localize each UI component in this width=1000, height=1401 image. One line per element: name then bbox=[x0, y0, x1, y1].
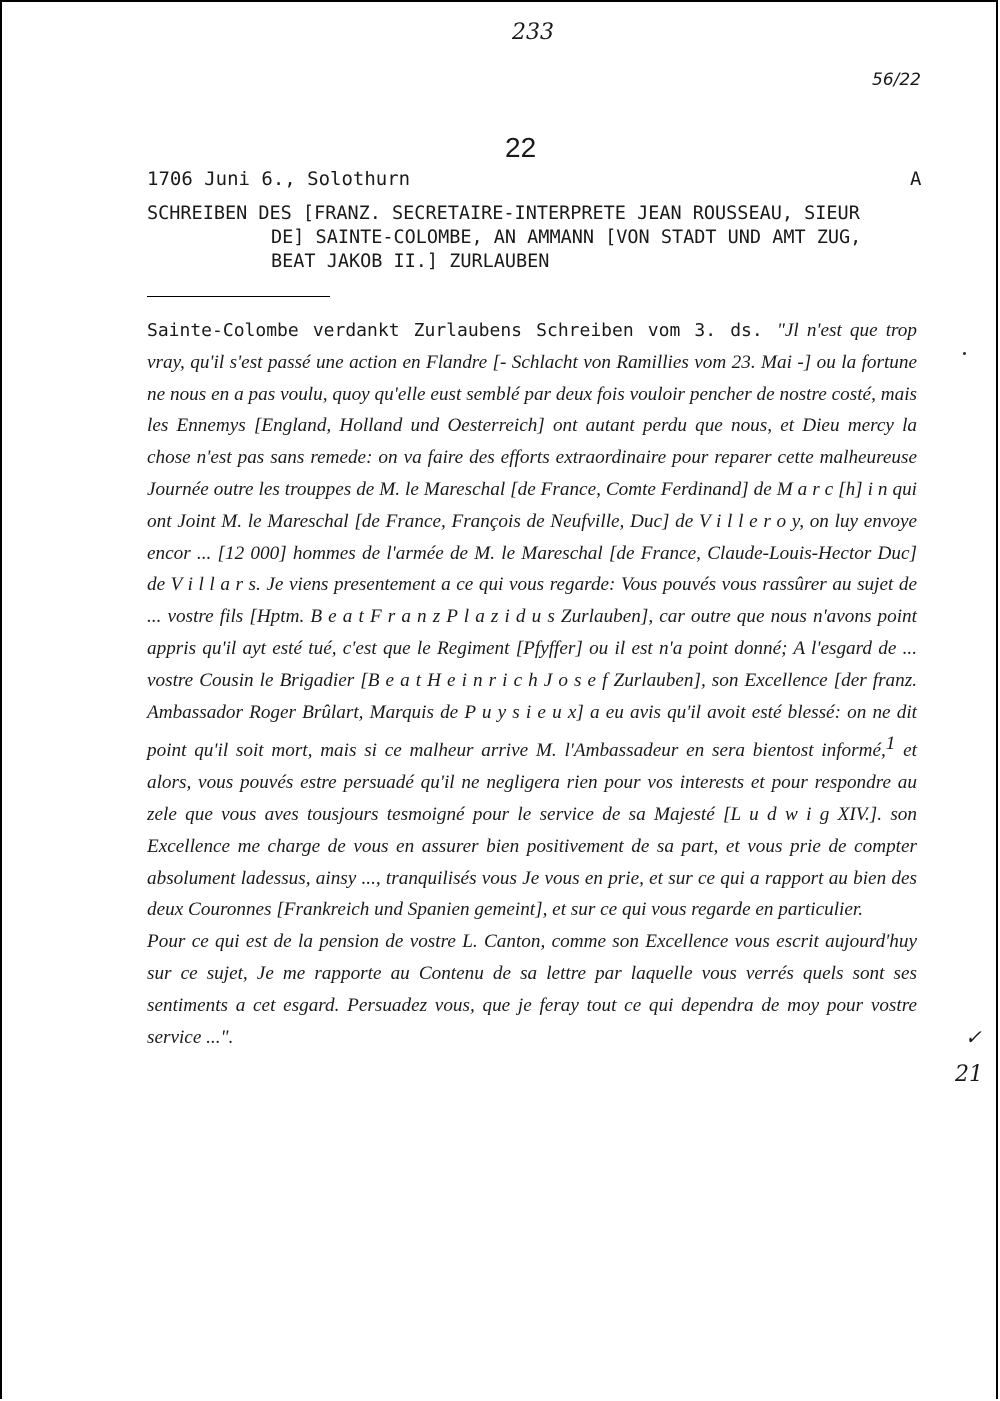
handwritten-page-number: 233 bbox=[512, 20, 554, 45]
check-mark-icon: ✓ bbox=[965, 1025, 982, 1049]
separator-rule bbox=[147, 296, 330, 297]
document-number: 22 bbox=[505, 132, 537, 163]
margin-dot bbox=[963, 352, 966, 355]
footnote-marker: 1 bbox=[885, 733, 896, 755]
document-title bbox=[147, 202, 929, 274]
handwritten-folio-number: 21 bbox=[955, 1062, 983, 1087]
paragraph-2: Pour ce qui est de la pension de vostre L. Canton, comme son Excellence vous escrit aujourd'huy sur ce sujet, Je me rapporte au Contenu de sa lettre par laquelle vous verrés quels sont ses sentiments a cet esgard. Persuadez vous, que je feray tout ce qui dependra de moy pour vostre service ...". bbox=[147, 931, 917, 1048]
title-line-3: BEAT JAKOB II.] ZURLAUBEN bbox=[271, 251, 550, 272]
archive-reference: 56/22 bbox=[872, 70, 921, 90]
dateline: 1706 Juni 6., Solothurn bbox=[147, 168, 411, 190]
summary-text: Sainte-Colombe verdankt Zurlaubens Schreiben vom 3. ds. bbox=[147, 320, 777, 341]
document-letter: A bbox=[910, 168, 922, 190]
paragraph-1 bbox=[147, 315, 917, 926]
title-line-1: SCHREIBEN DES [FRANZ. SECRETAIRE-INTERPRETE JEAN ROUSSEAU, SIEUR bbox=[147, 203, 860, 224]
quote-text-cont: et alors, vous pouvés estre persuadé qu'il ne negligera rien pour vos interests et pour respondre au zele que vous aves tousjours tesmoigné pour le service de sa Majesté [L u d w i g XIV.]. son Excellence me charge de vous en assurer bien positivement de sa part, et vous prie de compter absolument ladessus, ainsy ..., tranquilisés vous Je vous en prie, et sur ce qui a rapport au bien des deux Couronnes [Frankreich und Spanien gemeint], et sur ce qui vous regarde en particulier. bbox=[147, 740, 917, 921]
title-line-2: DE] SAINTE-COLOMBE, AN AMMANN [VON STADT UND AMT ZUG, bbox=[271, 227, 862, 248]
quote-text: "Jl n'est que trop vray, qu'il s'est passé une action en Flandre [- Schlacht von Ramillies vom 23. Mai -] ou la fortune ne nous en a pas voulu, quoy qu'elle eust semblé par deux fois vouloir pencher de nostre costé, mais les Ennemys [England, Holland und Oesterreich] ont autant perdu que nous, et Dieu mercy la chose n'est pas sans remede: on va faire des efforts extraordinaire pour reparer cette malheureuse Journée outre les trouppes de M. le Mareschal [de France, Comte Ferdinand] de M a r c [h] i n qui ont Joint M. le Mareschal [de France, François de Neufville, Duc] de V i l l e r o y, on luy envoye encor ... [12 000] hommes de l'armée de M. le Mareschal [de France, Claude-Louis-Hector Duc] de V i l l a r s. Je viens presentement a ce qui vous regarde: Vous pouvés vous rassûrer au sujet de ... vostre fils [Hptm. B e a t F r a n z P l a z i d u s Zurlauben], car outre que nous n'avons point appris qu'il ayt esté tué, c'est que le Regiment [Pfyffer] ou il est n'a point donné; A l'esgard de ... vostre Cousin le Brigadier [B e a t H e i n r i c h J o s e f Zurlauben], son Excellence [der franz. Ambassador Roger Brûlart, Marquis de P u y s i e u x] a eu avis qu'il avoit esté blessé: on ne dit point qu'il soit mort, mais si ce malheur arrive M. l'Ambassadeur en sera bientost informé, bbox=[147, 320, 917, 762]
letter-body bbox=[147, 315, 917, 1053]
